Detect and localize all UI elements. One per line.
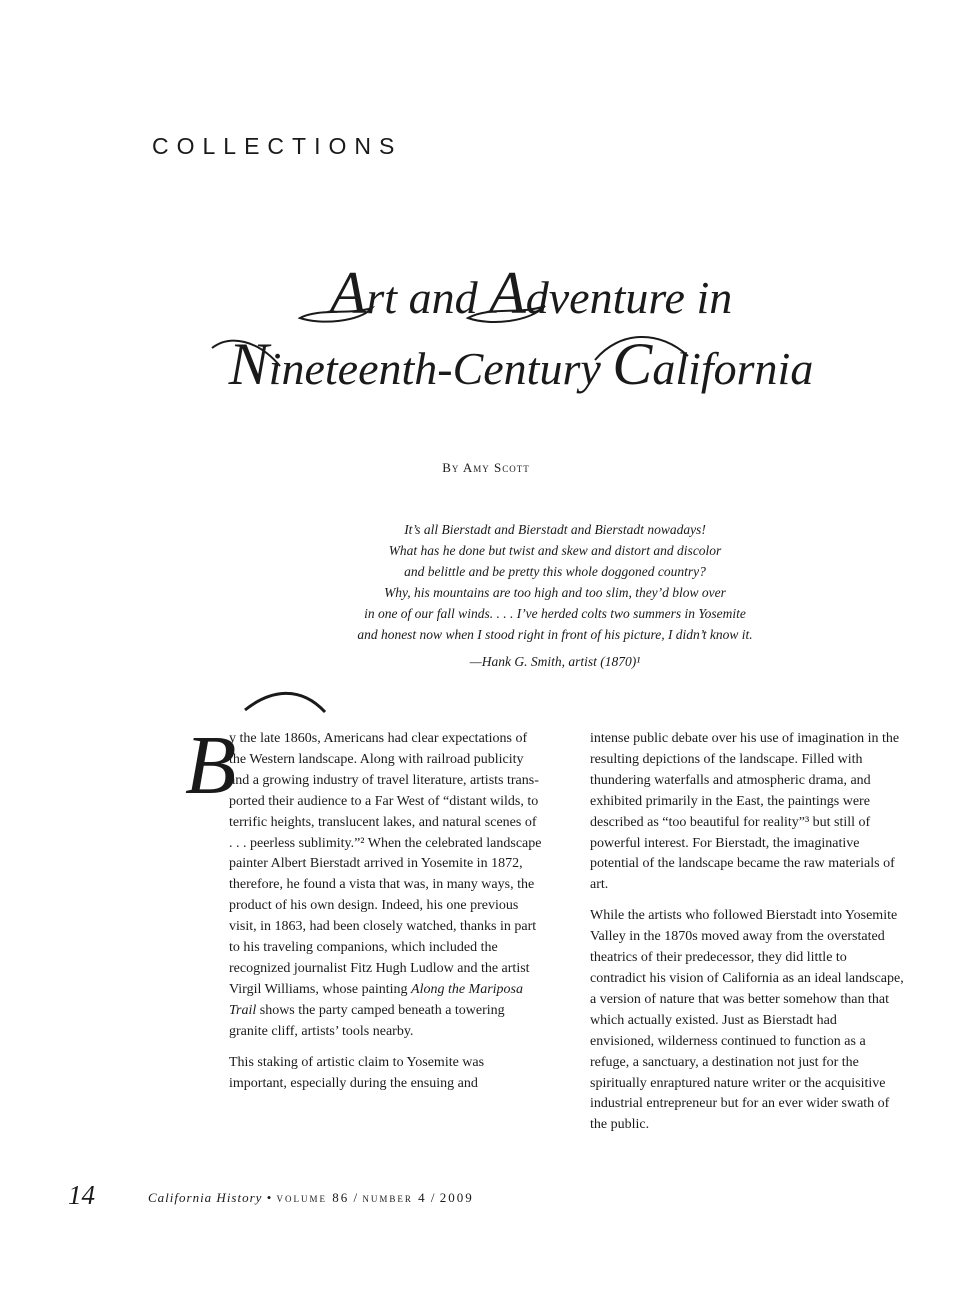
body-text: y the late 1860s, Americans had clear expectations of the Western landscape. Along with railroad publicity and a growing industry of travel literature, artists trans- [229, 731, 539, 788]
epigraph [250, 519, 860, 672]
body-paragraph: While the artists who followed Bierstadt into Yosemite Valley in the 1870s moved away from the overstated theatrics of their predecessor, they did little to contradict his vision of California as an ideal landscape, a version of nature that was better somehow than that which actually existed. Just as Bierstadt had envisioned, wilderness continued to function as a refuge, a sanctuary, a destination not just for the spiritually enraptured nature writer or the acquisitive industrial entrepreneur but for an ever wider swath of the public. [590, 908, 904, 1133]
painting-title: Along the Mariposa Trail [229, 981, 524, 1018]
body-paragraph: intense public debate over his use of imagination in the resulting depictions of the landscape. Filled with thundering waterfalls and atmospheric drama, and exhibited primarily in the East, the paintings were described as “too beautiful for reality”³ but still of powerful interest. For Bierstadt, the imaginative potential of the landscape became the raw materials of art. [590, 731, 900, 893]
section-label: COLLECTIONS [152, 133, 403, 159]
journal-citation: California History • volume 86 / number 4 / 2009 [148, 1190, 474, 1205]
epigraph-line: What has he done but twist and skew and distort and discolor [388, 543, 722, 558]
title-line-2: Nineteenth-Century California [228, 331, 814, 397]
journal-volume: volume 86 [276, 1190, 350, 1205]
drop-cap: B [185, 719, 237, 812]
byline: By Amy Scott [442, 460, 530, 475]
epigraph-attribution: —Hank G. Smith, artist (1870)¹ [469, 654, 641, 669]
body-text: shows the party camped beneath a towering granite cliff, artists’ tools nearby. [229, 1002, 505, 1039]
title-line-1: Art and Adventure in [329, 260, 733, 326]
epigraph-line: in one of our fall winds. . . . I’ve herded colts two summers in Yosemite [364, 606, 746, 621]
journal-number: number 4 [362, 1190, 427, 1205]
epigraph-line: Why, his mountains are too high and too slim, they’d blow over [384, 585, 726, 600]
journal-year: 2009 [439, 1190, 474, 1205]
body-paragraph: This staking of artistic claim to Yosemite was important, especially during the ensuing and [229, 1054, 485, 1091]
epigraph-line: and honest now when I stood right in front of his picture, I didn’t know it. [357, 627, 753, 642]
epigraph-line: It’s all Bierstadt and Bierstadt and Bierstadt nowadays! [404, 522, 706, 537]
body-paragraph [185, 719, 543, 1043]
swash-b [245, 693, 325, 712]
body-column-right [590, 729, 904, 1146]
body-column-left [185, 719, 543, 1104]
epigraph-line: and belittle and be pretty this whole doggoned country? [404, 564, 706, 579]
page-number: 14 [68, 1180, 95, 1210]
body-text: ported their audience to a Far West of “distant wilds, to terrific heights, translucent lakes, and natural scenes of . . . peerless sublimity.”² When the celebrated landscape painter Albert Bierstadt arrived in Yosemite in 1872, therefore, he found a vista that was, in many ways, the product of his own design. Indeed, his one previous visit, in 1863, had been closely watched, thanks in part to his traveling companions, which included the recognized journalist Fitz Hugh Ludlow and the artist Virgil Williams, whose painting [229, 793, 542, 997]
article-title [0, 260, 972, 402]
journal-name: California History [148, 1190, 263, 1205]
